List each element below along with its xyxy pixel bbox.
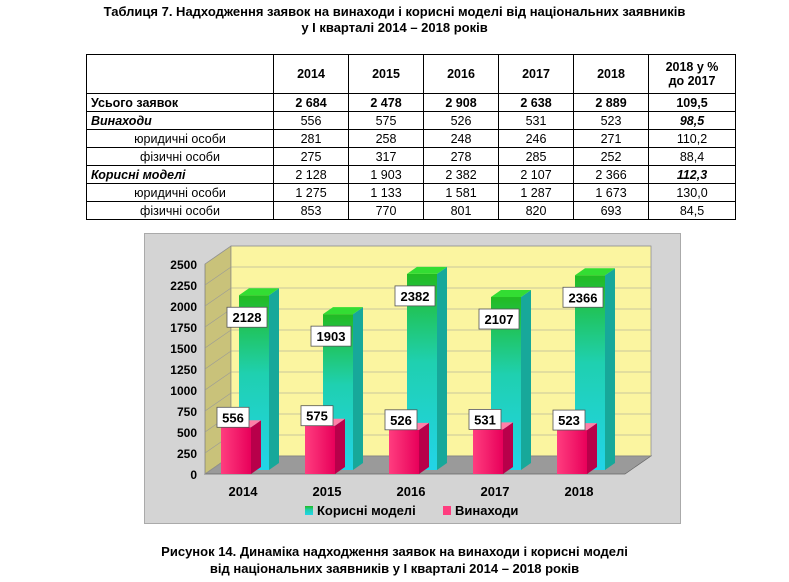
bar-side-korysni — [353, 307, 363, 470]
bar-chart — [145, 234, 680, 523]
header-empty — [87, 55, 274, 94]
chart-frame — [144, 233, 681, 524]
figure-caption — [0, 543, 789, 577]
legend-label-korysni: Корисні моделі — [317, 503, 416, 518]
data-label-korysni: 2382 — [400, 288, 430, 304]
table-title-line1: Таблиця 7. Надходження заявок на винаходи і корисні моделі від національних заявників — [103, 4, 686, 19]
x-tick-label: 2014 — [228, 484, 258, 499]
y-tick-label: 0 — [190, 468, 197, 482]
row-label: фізичні особи — [87, 202, 274, 220]
row-label: фізичні особи — [87, 148, 274, 166]
bar-side-vynakhody — [503, 422, 513, 474]
bar-side-korysni — [437, 267, 447, 470]
table-cell: 1 287 — [499, 184, 574, 202]
x-tick-label: 2015 — [312, 484, 342, 499]
table-cell: 2 128 — [274, 166, 349, 184]
data-label-vynakhody: 526 — [390, 412, 412, 428]
data-label-korysni: 2366 — [568, 290, 598, 306]
bar-side-korysni — [521, 290, 531, 470]
x-tick-label: 2017 — [480, 484, 510, 499]
table-cell: 526 — [424, 112, 499, 130]
table-cell: 531 — [499, 112, 574, 130]
legend-label-vynakhody: Винаходи — [455, 503, 519, 518]
table-cell: 820 — [499, 202, 574, 220]
table-cell: 275 — [274, 148, 349, 166]
row-label: Винаходи — [87, 112, 274, 130]
y-tick-label: 1500 — [170, 342, 197, 356]
row-label: юридичні особи — [87, 130, 274, 148]
data-label-vynakhody: 531 — [474, 412, 496, 428]
header-2018: 2018 — [574, 55, 649, 94]
figure-caption-line2: від національних заявників у І кварталі 2014 – 2018 років — [209, 561, 580, 576]
bar-side-vynakhody — [335, 419, 345, 474]
row-label: юридичні особи — [87, 184, 274, 202]
data-label-korysni: 2128 — [232, 310, 262, 326]
header-2016: 2016 — [424, 55, 499, 94]
table-cell: 2 908 — [424, 94, 499, 112]
y-tick-label: 2500 — [170, 258, 197, 272]
table-cell: 1 673 — [574, 184, 649, 202]
bar-vynakhody — [557, 430, 587, 474]
table-cell: 98,5 — [649, 112, 736, 130]
table-cell: 556 — [274, 112, 349, 130]
y-tick-label: 1750 — [170, 321, 197, 335]
data-label-korysni: 1903 — [316, 329, 346, 345]
table-row — [87, 112, 736, 130]
row-label: Усього заявок — [87, 94, 274, 112]
table-cell: 109,5 — [649, 94, 736, 112]
table-cell: 130,0 — [649, 184, 736, 202]
table-cell: 1 133 — [349, 184, 424, 202]
table-cell: 2 889 — [574, 94, 649, 112]
row-label: Корисні моделі — [87, 166, 274, 184]
header-percent-line2: до 2017 — [668, 74, 716, 88]
bar-vynakhody — [221, 427, 251, 474]
x-tick-label: 2018 — [564, 484, 594, 499]
y-tick-label: 250 — [176, 447, 197, 461]
table-cell: 853 — [274, 202, 349, 220]
y-tick-label: 500 — [176, 426, 197, 440]
table-cell: 1 275 — [274, 184, 349, 202]
table-cell: 801 — [424, 202, 499, 220]
table-row — [87, 130, 736, 148]
applications-table — [86, 54, 736, 220]
table-cell: 2 684 — [274, 94, 349, 112]
figure-caption-line1: Рисунок 14. Динаміка надходження заявок на винаходи і корисні моделі — [161, 544, 628, 559]
x-tick-label: 2016 — [396, 484, 426, 499]
header-2017: 2017 — [499, 55, 574, 94]
table-cell: 84,5 — [649, 202, 736, 220]
bar-side-korysni — [269, 288, 279, 470]
table-row — [87, 202, 736, 220]
table-cell: 271 — [574, 130, 649, 148]
table-cell: 2 382 — [424, 166, 499, 184]
table-cell: 246 — [499, 130, 574, 148]
table-cell: 2 638 — [499, 94, 574, 112]
bar-side-korysni — [605, 268, 615, 470]
table-cell: 2 478 — [349, 94, 424, 112]
table-cell: 523 — [574, 112, 649, 130]
table-cell: 88,4 — [649, 148, 736, 166]
bar-side-vynakhody — [251, 420, 261, 474]
data-label-vynakhody: 556 — [222, 410, 244, 426]
table-cell: 278 — [424, 148, 499, 166]
data-label-korysni: 2107 — [484, 312, 514, 328]
table-cell: 252 — [574, 148, 649, 166]
table-cell: 258 — [349, 130, 424, 148]
legend-swatch-vynakhody — [443, 506, 451, 515]
table-cell: 770 — [349, 202, 424, 220]
y-tick-label: 750 — [176, 405, 197, 419]
header-2014: 2014 — [274, 55, 349, 94]
table-cell: 2 366 — [574, 166, 649, 184]
y-tick-label: 2250 — [170, 279, 197, 293]
table-cell: 575 — [349, 112, 424, 130]
table-title-line2: у І кварталі 2014 – 2018 років — [301, 20, 488, 35]
table-cell: 112,3 — [649, 166, 736, 184]
bar-side-vynakhody — [419, 423, 429, 474]
table-row — [87, 148, 736, 166]
table-cell: 317 — [349, 148, 424, 166]
table-cell: 110,2 — [649, 130, 736, 148]
legend-swatch-korysni — [305, 506, 313, 515]
bar-vynakhody — [305, 426, 335, 474]
table-cell: 1 581 — [424, 184, 499, 202]
bar-side-vynakhody — [587, 423, 597, 474]
y-tick-label: 1250 — [170, 363, 197, 377]
table-cell: 2 107 — [499, 166, 574, 184]
bar-vynakhody — [389, 430, 419, 474]
header-percent — [649, 55, 736, 94]
table-cell: 248 — [424, 130, 499, 148]
table-cell: 285 — [499, 148, 574, 166]
data-label-vynakhody: 523 — [558, 413, 580, 429]
y-tick-label: 2000 — [170, 300, 197, 314]
header-percent-line1: 2018 у % — [665, 60, 719, 74]
table-cell: 1 903 — [349, 166, 424, 184]
table-cell: 281 — [274, 130, 349, 148]
data-label-vynakhody: 575 — [306, 408, 328, 424]
y-tick-label: 1000 — [170, 384, 197, 398]
table-header-row — [87, 55, 736, 94]
table-row — [87, 184, 736, 202]
header-2015: 2015 — [349, 55, 424, 94]
table-title — [0, 4, 789, 36]
bar-vynakhody — [473, 429, 503, 474]
table-row — [87, 166, 736, 184]
table-row — [87, 94, 736, 112]
table-cell: 693 — [574, 202, 649, 220]
